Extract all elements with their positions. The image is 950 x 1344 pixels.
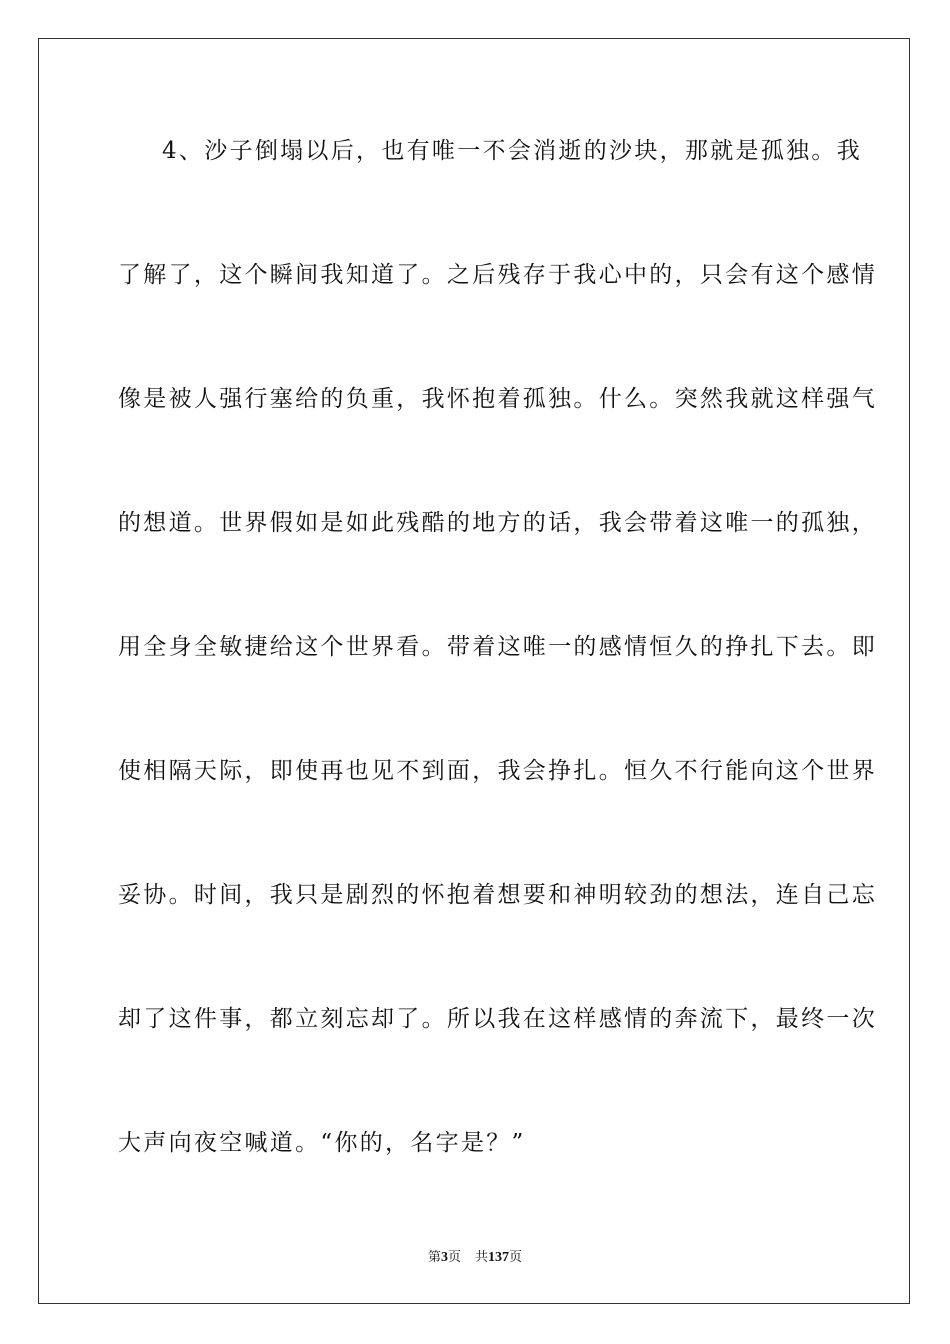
text-line-8: 却了这件事，都立刻忘却了。所以我在这样感情的奔流下，最终一次 [118,1006,877,1032]
text-line-6: 使相隔天际，即使再也见不到面，我会挣扎。恒久不行能向这个世界 [118,758,877,784]
page-prefix: 第 [427,1250,441,1265]
page-number: 3 [440,1250,448,1265]
text-line-7: 妥协。时间，我只是剧烈的怀抱着想要和神明较劲的想法，连自己忘 [118,882,877,908]
page-border [38,38,910,1304]
total-prefix: 共 [475,1250,489,1265]
total-suffix: 页 [509,1250,523,1265]
text-line-2: 了解了，这个瞬间我知道了。之后残存于我心中的，只会有这个感情 [118,262,877,288]
text-line-3: 像是被人强行塞给的负重，我怀抱着孤独。什么。突然我就这样强气 [118,386,877,412]
page-footer [0,1249,950,1267]
text-line-4: 的想道。世界假如是如此残酷的地方的话，我会带着这唯一的孤独， [118,510,877,536]
page-suffix: 页 [447,1250,461,1265]
total-pages: 137 [488,1250,510,1265]
text-line-1: 4、沙子倒塌以后，也有唯一不会消逝的沙块，那就是孤独。我 [162,138,863,164]
text-line-5: 用全身全敏捷给这个世界看。带着这唯一的感情恒久的挣扎下去。即 [118,634,877,660]
text-line-9: 大声向夜空喊道。“你的，名字是？” [118,1130,526,1156]
